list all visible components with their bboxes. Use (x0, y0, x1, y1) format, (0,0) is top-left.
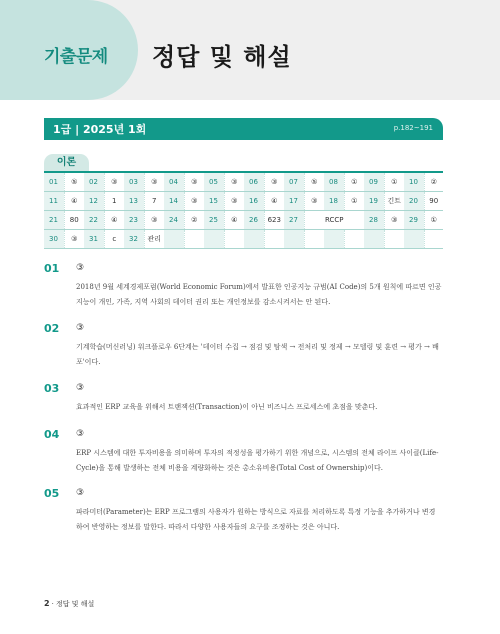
empty-cell (404, 230, 424, 249)
question-number-cell: 31 (84, 230, 104, 249)
question-number-cell: 14 (164, 192, 184, 211)
explanation-text: 파라미터(Parameter)는 ERP 프로그램의 사용자가 원하는 방식으로 자료를 처리하도록 특정 기능을 추가하거나 변경하여 반영하는 정보를 말한다. 따라서 다양한 사용자들의 요구를 조정하는 것은 아니다. (76, 508, 436, 531)
empty-cell (324, 230, 344, 249)
answer-cell: ① (344, 192, 364, 211)
answer-cell: ① (424, 211, 443, 230)
answer-cell: ③ (104, 173, 124, 192)
question-number-cell: 18 (324, 192, 344, 211)
section-page-range: p.182~191 (393, 124, 433, 132)
answer-cell: ④ (104, 211, 124, 230)
question-number-cell: 17 (284, 192, 304, 211)
question-number: 04 (44, 428, 60, 441)
question-number-cell: 11 (44, 192, 64, 211)
header-tab (0, 0, 138, 100)
answer-cell: ③ (144, 173, 164, 192)
page-footer (44, 599, 94, 609)
empty-cell (224, 230, 244, 249)
answer-cell: ③ (224, 173, 244, 192)
explanation-text: 2018년 9월 세계경제포럼(World Economic Forum)에서 발표한 인공지능 규범(AI Code)의 5개 원칙에 따르면 인공지능이 개인, 가족, 지역 사회의 데이터 권리 또는 개인정보를 감소시켜서는 안 된다. (76, 283, 442, 306)
answer-cell: ④ (264, 192, 284, 211)
question-number-cell: 16 (244, 192, 264, 211)
empty-cell (264, 230, 284, 249)
question-number-cell: 13 (124, 192, 144, 211)
question-number-cell: 05 (204, 173, 224, 192)
question-number-cell: 15 (204, 192, 224, 211)
question-number-cell: 25 (204, 211, 224, 230)
question-number-cell: 01 (44, 173, 64, 192)
question-number-cell: 20 (404, 192, 424, 211)
question-answer: ③ (76, 429, 85, 439)
empty-cell (184, 230, 204, 249)
empty-cell (304, 230, 324, 249)
answer-cell: ① (344, 173, 364, 192)
question-number-cell: 12 (84, 192, 104, 211)
answer-cell: ③ (224, 192, 244, 211)
question-number-cell: 02 (84, 173, 104, 192)
answer-cell: 90 (424, 192, 443, 211)
answer-cell: ② (424, 173, 443, 192)
empty-cell (244, 230, 264, 249)
question-answer: ③ (76, 263, 85, 273)
answer-cell-wide: RCCP (304, 211, 364, 230)
question-answer: ③ (76, 323, 85, 333)
question-number-cell: 04 (164, 173, 184, 192)
empty-cell (364, 230, 384, 249)
question-number: 02 (44, 322, 60, 335)
answer-cell: ② (184, 211, 204, 230)
answer-cell: ⑤ (304, 173, 324, 192)
question-number-cell: 03 (124, 173, 144, 192)
question-number-cell: 24 (164, 211, 184, 230)
question-number-cell: 09 (364, 173, 384, 192)
question-number: 05 (44, 487, 60, 500)
answer-row (44, 192, 443, 211)
theory-tab (44, 154, 89, 172)
answer-cell: ③ (264, 173, 284, 192)
question-number-cell: 23 (124, 211, 144, 230)
section-title: 1급 | 2025년 1회 (53, 123, 147, 136)
answer-cell: 623 (264, 211, 284, 230)
question-number-cell: 07 (284, 173, 304, 192)
answer-cell: ④ (224, 211, 244, 230)
question-number-cell: 29 (404, 211, 424, 230)
empty-cell (164, 230, 184, 249)
answer-row (44, 230, 443, 249)
question-number-cell: 27 (284, 211, 304, 230)
answer-cell: 1 (104, 192, 124, 211)
answer-cell: ③ (384, 211, 404, 230)
answer-cell: ③ (304, 192, 324, 211)
footer-label: · 정답 및 해설 (51, 600, 95, 608)
empty-cell (204, 230, 224, 249)
explanation-text: ERP 시스템에 대한 투자비용을 의미하며 투자의 적정성을 평가하기 위한 개념으로, 시스템의 전체 라이프 사이클(Life-Cycle)을 통해 발생하는 전체 비용을 계량화하는 것은 총소유비용(Total Cost of Ownership)이다. (76, 449, 439, 472)
answer-cell: ⑤ (64, 173, 84, 192)
question-number-cell: 10 (404, 173, 424, 192)
answer-cell: ③ (184, 173, 204, 192)
section-bar (44, 118, 443, 140)
page-number: 2 (44, 599, 50, 608)
theory-tab-label: 이론 (56, 157, 77, 168)
answer-cell: ③ (64, 230, 84, 249)
answer-table (44, 173, 443, 249)
header-tab-label: 기출문제 (44, 47, 108, 67)
page-title: 정답 및 해설 (152, 43, 292, 71)
question-answer: ③ (76, 383, 85, 393)
question-number-cell: 22 (84, 211, 104, 230)
question-number-cell: 06 (244, 173, 264, 192)
answer-cell: ④ (64, 192, 84, 211)
question-number-cell: 28 (364, 211, 384, 230)
question-answer: ③ (76, 488, 85, 498)
question-number-cell: 32 (124, 230, 144, 249)
explanation-text: 효과적인 ERP 교육을 위해서 트랜잭션(Transaction)이 아닌 비즈니스 프로세스에 초점을 맞춘다. (76, 403, 378, 411)
empty-cell (284, 230, 304, 249)
answer-cell: 관리 (144, 230, 164, 249)
answer-cell: 긴트 (384, 192, 404, 211)
empty-cell (344, 230, 364, 249)
answer-cell: ③ (184, 192, 204, 211)
empty-cell (384, 230, 404, 249)
answer-cell: c (104, 230, 124, 249)
answer-cell: 80 (64, 211, 84, 230)
answer-cell: ③ (144, 211, 164, 230)
answer-cell: ① (384, 173, 404, 192)
answer-row (44, 211, 443, 230)
question-number: 01 (44, 262, 60, 275)
question-number: 03 (44, 382, 60, 395)
question-number-cell: 08 (324, 173, 344, 192)
empty-cell (424, 230, 443, 249)
question-number-cell: 19 (364, 192, 384, 211)
question-number-cell: 26 (244, 211, 264, 230)
explanation-text: 기계학습(머신러닝) 워크플로우 6단계는 '데이터 수집 → 점검 및 탐색 → 전처리 및 정제 → 모델링 및 훈련 → 평가 → 배포'이다. (76, 343, 439, 366)
question-number-cell: 30 (44, 230, 64, 249)
answer-row (44, 173, 443, 192)
question-number-cell: 21 (44, 211, 64, 230)
answer-cell: 7 (144, 192, 164, 211)
